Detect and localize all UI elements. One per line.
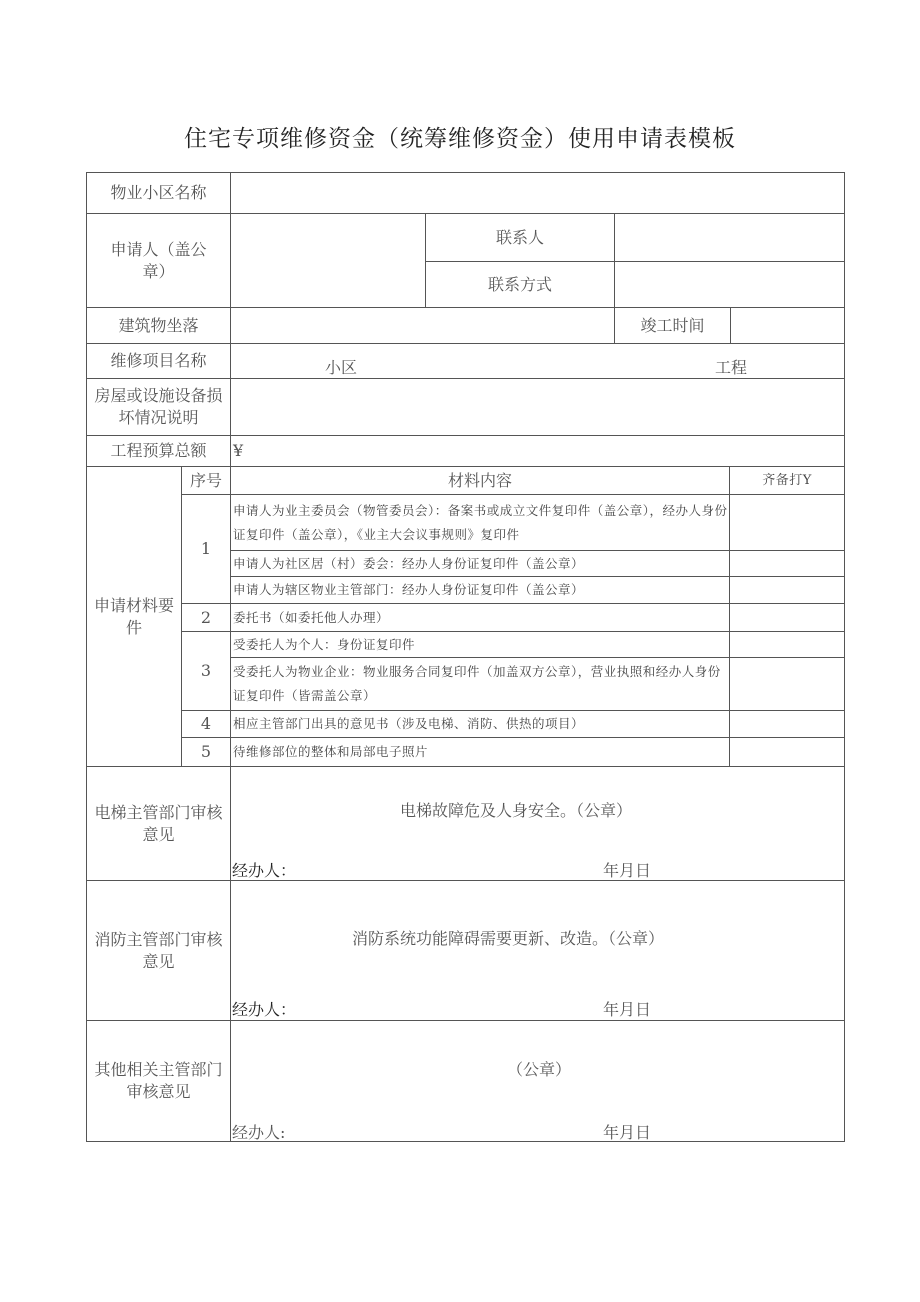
- materials-header-check: 齐备打Y: [729, 466, 845, 495]
- material-check-3b[interactable]: [729, 657, 845, 711]
- contact-person-label: 联系人: [425, 213, 615, 262]
- material-check-4[interactable]: [729, 710, 845, 738]
- material-check-1b[interactable]: [729, 550, 845, 577]
- community-name-field[interactable]: [230, 172, 845, 214]
- elevator-review-date: 年月日: [603, 861, 652, 880]
- currency-symbol: ¥: [233, 441, 244, 460]
- materials-no-4: 4: [181, 710, 231, 738]
- damage-desc-label: 房屋或设施设备损坏情况说明: [86, 378, 231, 436]
- contact-method-label: 联系方式: [425, 261, 615, 308]
- applicant-field[interactable]: [230, 213, 426, 308]
- fire-review-field[interactable]: [230, 880, 845, 1021]
- materials-no-5: 5: [181, 737, 231, 767]
- material-item-2: 委托书（如委托他人办理）: [230, 603, 730, 632]
- other-review-label: 其他相关主管部门审核意见: [86, 1020, 231, 1142]
- material-item-4: 相应主管部门出具的意见书（涉及电梯、消防、供热的项目）: [230, 710, 730, 738]
- fire-review-label: 消防主管部门审核意见: [86, 880, 231, 1021]
- project-name-engineering: 工程: [715, 358, 748, 377]
- project-name-label: 维修项目名称: [86, 343, 231, 379]
- damage-desc-field[interactable]: [230, 378, 845, 436]
- other-review-handler: 经办人:: [232, 1123, 286, 1142]
- materials-no-1: 1: [181, 494, 231, 604]
- elevator-review-label: 电梯主管部门审核意见: [86, 766, 231, 881]
- applicant-label: 申请人（盖公章）: [86, 213, 231, 308]
- material-item-1c: 申请人为辖区物业主管部门：经办人身份证复印件（盖公章）: [230, 576, 730, 604]
- elevator-review-handler: 经办人：: [232, 861, 297, 880]
- material-check-5[interactable]: [729, 737, 845, 767]
- fire-review-opinion: 消防系统功能障碍需要更新、改造。（公章）: [352, 929, 665, 948]
- material-check-2[interactable]: [729, 603, 845, 632]
- material-check-1c[interactable]: [729, 576, 845, 604]
- page-title: 住宅专项维修资金（统筹维修资金）使用申请表模板: [184, 126, 736, 152]
- completion-time-field[interactable]: [730, 307, 845, 344]
- material-check-3a[interactable]: [729, 631, 845, 658]
- materials-header-no: 序号: [181, 466, 231, 495]
- completion-time-label: 竣工时间: [614, 307, 731, 344]
- materials-no-3: 3: [181, 631, 231, 711]
- other-review-date: 年月日: [603, 1123, 652, 1142]
- budget-total-field[interactable]: [230, 435, 845, 467]
- materials-no-2: 2: [181, 603, 231, 632]
- material-item-5: 待维修部位的整体和局部电子照片: [230, 737, 730, 767]
- material-item-3b: 受委托人为物业企业：物业服务合同复印件（加盖双方公章），营业执照和经办人身份证复印件（皆需盖公章）: [230, 657, 730, 711]
- fire-review-date: 年月日: [603, 1000, 652, 1019]
- fire-review-handler: 经办人：: [232, 1000, 297, 1019]
- project-name-field[interactable]: [230, 343, 845, 379]
- other-review-field[interactable]: [230, 1020, 845, 1142]
- building-location-field[interactable]: [230, 307, 615, 344]
- contact-person-field[interactable]: [614, 213, 845, 262]
- building-location-label: 建筑物坐落: [86, 307, 231, 344]
- materials-section-label: 申请材料要件: [86, 466, 182, 767]
- material-check-1a[interactable]: [729, 494, 845, 551]
- contact-method-field[interactable]: [614, 261, 845, 308]
- elevator-review-field[interactable]: [230, 766, 845, 881]
- material-item-3a: 受委托人为个人：身份证复印件: [230, 631, 730, 658]
- material-item-1b: 申请人为社区居（村）委会：经办人身份证复印件（盖公章）: [230, 550, 730, 577]
- budget-total-label: 工程预算总额: [86, 435, 231, 467]
- elevator-review-opinion: 电梯故障危及人身安全。（公章）: [400, 801, 633, 820]
- material-item-1a: 申请人为业主委员会（物管委员会）：备案书或成立文件复印件（盖公章），经办人身份证复印件（盖公章），《业主大会议事规则》复印件: [230, 494, 730, 551]
- project-name-community: 小区: [325, 358, 358, 377]
- community-name-label: 物业小区名称: [86, 172, 231, 214]
- other-review-opinion: （公章）: [507, 1060, 572, 1079]
- materials-header-content: 材料内容: [230, 466, 730, 495]
